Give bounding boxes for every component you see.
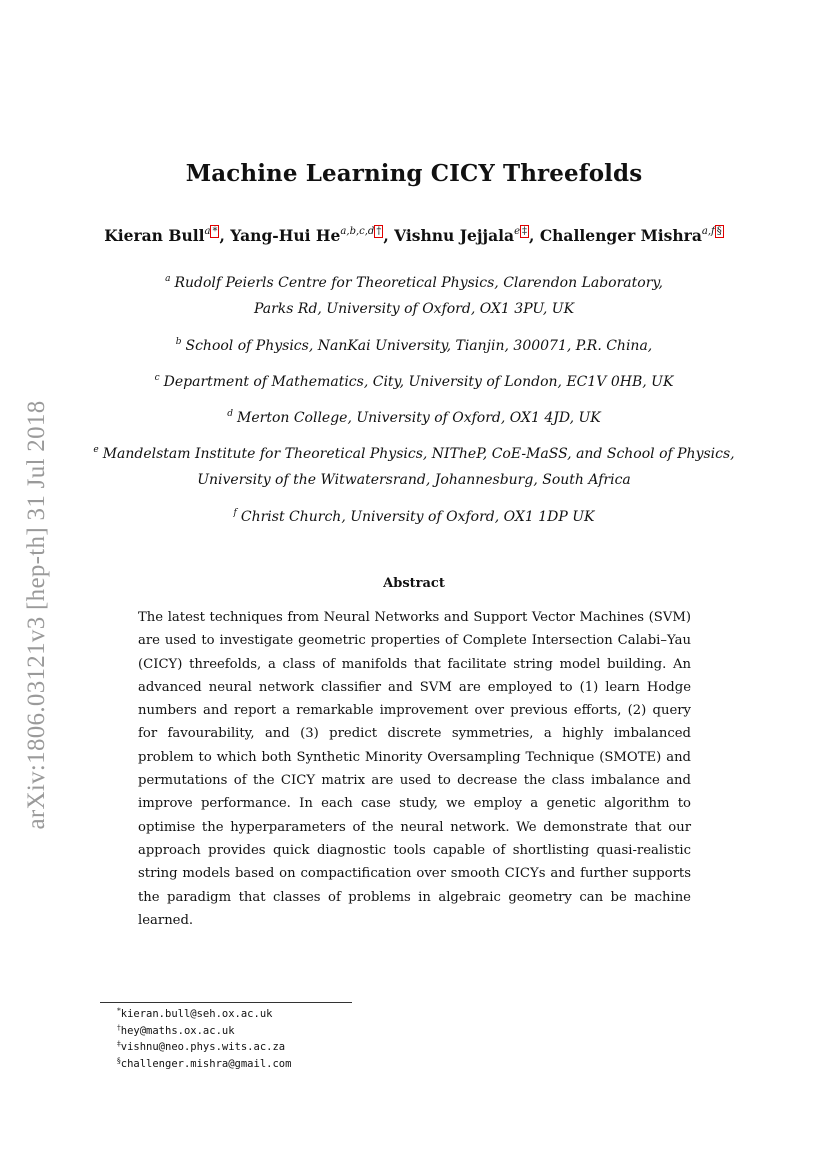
author-affil-marks: a,b,c,d † [340, 226, 382, 237]
affiliation-line: University of the Witwatersrand, Johannesburg, South Africa [197, 472, 631, 488]
footnote-email-link[interactable]: challenger.mishra@gmail.com [120, 1057, 292, 1070]
affiliation-line: $^d$ Merton College, University of Oxford, OX1 4JD, UK [227, 409, 601, 426]
abstract-body: The latest techniques from Neural Networks and Support Vector Machines (SVM) are used to investigate geometric properties of Complete Intersection Calabi–Yau (CICY) threefolds, a class of manifolds that facilitate string model building. An advanced neural network classifier and SVM are employed to (1) learn Hodge numbers and report a remarkable improvement over previous efforts, (2) query for favourability, and (3) predict discrete symmetries, a highly imbalanced problem to which both Synthetic Minority Oversampling Technique (SMOTE) and permutations of the CICY matrix are used to decrease the class imbalance and improve performance. In each case study, we employ a genetic algorithm to optimise the hyperparameters of the neural network. We demonstrate that our approach provides quick diagnostic tools capable of shortlisting quasi-realistic string models based on compactification over smooth CICYs and further supports the paradigm that classes of problems in algebraic geometry can be machine learned. [138, 610, 691, 928]
footnote-link[interactable]: † [376, 226, 382, 237]
footnote-item [117, 1023, 291, 1040]
footnote-email-link[interactable]: kieran.bull@seh.ox.ac.uk [120, 1008, 273, 1020]
author-challenger-mishra: Challenger Mishra$^{a,f \S}$ [539, 226, 722, 245]
affiliation-line: $^e$ Mandelstam Institute for Theoretical Physics, NITheP, CoE-MaSS, and School of Physics, [93, 445, 735, 462]
affiliation-mark: d [227, 409, 233, 419]
affiliation-line: $^c$ Department of Mathematics, City, University of London, EC1V 0HB, UK [154, 373, 674, 390]
footnote-link[interactable]: § [716, 226, 722, 237]
affiliation-line: $^f$ Christ Church, University of Oxford, OX1 1DP UK [233, 508, 595, 525]
author-vishnu-jejjala: Vishnu Jejjala$^{e \ddagger}$ [394, 226, 528, 245]
footnote-item [117, 1039, 291, 1056]
author-list: Kieran Bull$^{a *}$ , Yang-Hui $He^{a,b,c,d \dagger}$ , Vishnu Jejjala$^{e \ddagger}$ , Challenger Mishra$^{a,f \S}$ [104, 226, 722, 245]
affiliation-mark: c [154, 373, 160, 383]
arxiv-identifier-stamp: arXiv:1806.03121v3 [hep-th] 31 Jul 2018 [23, 400, 50, 830]
author-yang-hui-he: Yang-Hui $He^{a,b,c,d \dagger}$ [230, 226, 382, 245]
affiliation-d [0, 405, 828, 431]
affiliation-e [0, 441, 828, 493]
affiliation-f [0, 504, 828, 530]
footnote-mark: ‡ [117, 1039, 121, 1048]
author-affil-marks: e ‡ [514, 226, 528, 237]
footnote-item [117, 1056, 291, 1073]
affiliation-mark: e [93, 445, 99, 455]
footnote-link[interactable]: * [212, 226, 218, 237]
affiliation-line: Parks Rd, University of Oxford, OX1 3PU, UK [253, 301, 575, 317]
affiliation-a [0, 270, 828, 322]
footnote-mark: § [117, 1055, 121, 1065]
abstract-heading: Abstract [383, 576, 445, 591]
affiliation-b [0, 333, 828, 359]
footnote-list [117, 1006, 291, 1072]
footnote-link[interactable]: ‡ [522, 226, 528, 237]
footnote-mark: † [117, 1022, 121, 1032]
paper-title: Machine Learning CICY Threefolds [185, 160, 643, 187]
affiliation-mark: b [175, 337, 182, 347]
footnote-item [117, 1006, 291, 1023]
affiliation-c [0, 369, 828, 395]
footnote-divider [100, 1002, 352, 1003]
affiliation-line: $^a$ Rudolf Peierls Centre for Theoretical Physics, Clarendon Laboratory, [165, 274, 663, 291]
author-affil-marks: a * [204, 226, 218, 237]
footnote-email-link[interactable]: hey@maths.ox.ac.uk [120, 1024, 235, 1037]
affiliation-mark: f [233, 508, 237, 518]
author-affil-marks: a,f § [701, 226, 722, 237]
author-kieran-bull: Kieran Bull$^{a *}$ [104, 226, 218, 245]
affiliation-mark: a [165, 274, 171, 284]
footnote-mark: * [117, 1006, 121, 1015]
footnote-email-link[interactable]: vishnu@neo.phys.wits.ac.za [120, 1041, 286, 1053]
affiliation-line: $^b$ School of Physics, NanKai University, Tianjin, 300071, P.R. China, [175, 337, 653, 354]
